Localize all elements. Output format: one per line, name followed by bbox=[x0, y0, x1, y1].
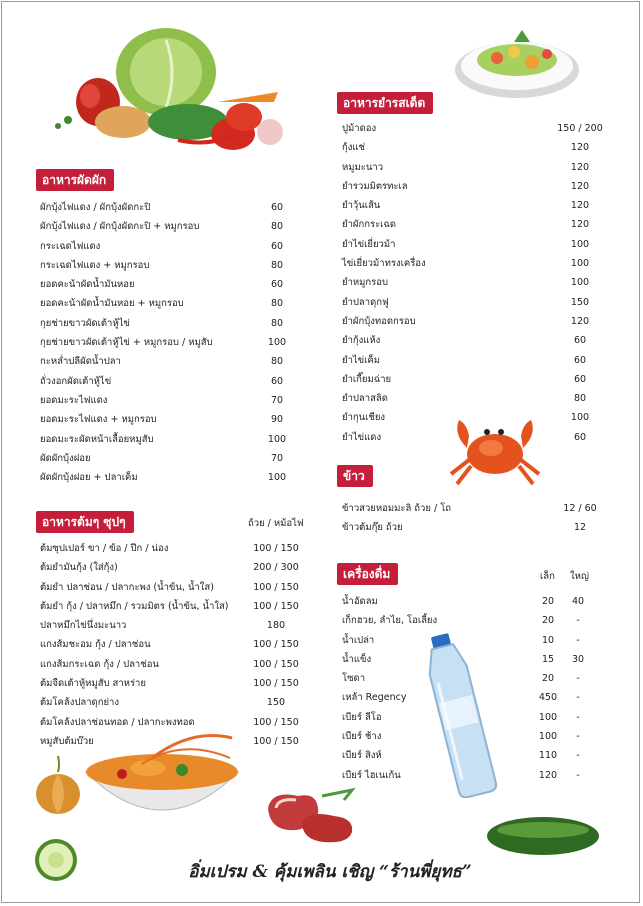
menu-item-row bbox=[40, 372, 310, 391]
menu-item-row bbox=[40, 430, 310, 449]
menu-item-row bbox=[342, 235, 612, 254]
menu-item-name: หมูมะนาว bbox=[342, 161, 384, 173]
menu-item-name: เหล้า Regency bbox=[342, 692, 407, 704]
menu-item-price-small: 10 bbox=[541, 634, 555, 646]
menu-item-row bbox=[342, 428, 612, 447]
menu-item-name: ถั่วงอกผัดเต้าหู้ไข่ bbox=[40, 375, 112, 387]
menu-item-row bbox=[40, 237, 310, 256]
menu-item-row bbox=[40, 674, 320, 693]
stir-fry-list bbox=[40, 198, 310, 487]
menu-item-price: 12 / 60 bbox=[563, 503, 597, 514]
menu-item-name: ผักบุ้งไฟแดง / ผักบุ้งผัดกะปิ bbox=[40, 202, 151, 213]
menu-item-name: ผัดผักบุ้งฝอย + ปลาเค็ม bbox=[40, 472, 138, 484]
menu-item-row bbox=[342, 499, 612, 518]
footer-slogan: อิ่มเปรม & คุ้มเพลิน เชิญ “ร้านพี่ยุทธ” bbox=[188, 862, 472, 882]
menu-item-price: 200 / 300 bbox=[253, 562, 299, 574]
menu-item-row bbox=[342, 196, 612, 215]
menu-item-price: 80 bbox=[270, 221, 284, 233]
menu-item-name: แกงส้มกระเฉด กุ้ง / ปลาช่อน bbox=[40, 658, 159, 670]
menu-item-price-small: 100 bbox=[538, 711, 558, 723]
menu-item-name: ยำปลาดุกฟู bbox=[342, 296, 389, 308]
menu-item-price-large: - bbox=[576, 634, 580, 646]
menu-item-row bbox=[342, 177, 612, 196]
menu-item-name: ยำไข่เค็ม bbox=[342, 354, 381, 366]
menu-item-row bbox=[40, 275, 310, 294]
menu-item-price-small: 20 bbox=[541, 673, 555, 685]
menu-item-name: น้ำแข็ง bbox=[342, 653, 372, 665]
menu-item-row bbox=[40, 217, 310, 236]
menu-item-name: เก็กฮวย, ลำไย, โอเลี้ยง bbox=[342, 615, 438, 627]
menu-item-name: ยอดมะระไฟแดง + หมูกรอบ bbox=[40, 414, 157, 426]
menu-item-price: 120 bbox=[570, 200, 590, 212]
soup-list bbox=[40, 539, 320, 751]
rice-list bbox=[342, 499, 612, 538]
menu-item-name: ต้มยำ ปลาช่อน / ปลากะพง (น้ำข้น, น้ำใส) bbox=[40, 581, 214, 593]
menu-item-price: 70 bbox=[270, 394, 284, 406]
section-header-stir-fry: อาหารผัดผัก bbox=[36, 169, 114, 191]
menu-item-row bbox=[342, 312, 612, 331]
menu-item-name: ผักบุ้งไฟแดง / ผักบุ้งผัดกะปิ + หมูกรอบ bbox=[40, 221, 200, 233]
soup-column-header: ถ้วย / หม้อไฟ bbox=[248, 518, 304, 529]
menu-item-row bbox=[342, 746, 612, 765]
menu-item-name: ข้าวสวยหอมมะลิ ถ้วย / โถ bbox=[342, 503, 452, 514]
menu-item-price: 80 bbox=[573, 393, 587, 405]
menu-item-name: กระเฉดไฟแดง + หมูกรอบ bbox=[40, 259, 150, 271]
menu-item-price: 120 bbox=[570, 180, 590, 192]
menu-item-price-large: - bbox=[576, 750, 580, 762]
menu-item-name: เบียร์ ลีโอ bbox=[342, 711, 382, 723]
menu-item-row bbox=[40, 198, 310, 217]
menu-item-name: ยำกุ้งแห้ง bbox=[342, 335, 381, 347]
menu-item-price-large: - bbox=[576, 769, 580, 781]
menu-item-row bbox=[342, 688, 612, 707]
menu-item-row bbox=[40, 352, 310, 371]
menu-item-name: ต้มจืดเต้าหู้หมูสับ สาหร่าย bbox=[40, 678, 146, 690]
onion-illustration bbox=[34, 754, 82, 816]
menu-item-price: 100 / 150 bbox=[253, 581, 299, 593]
menu-item-row bbox=[342, 215, 612, 234]
menu-item-row bbox=[40, 578, 320, 597]
menu-item-price: 100 bbox=[570, 412, 590, 424]
menu-item-price-small: 20 bbox=[541, 615, 555, 627]
menu-item-name: กระเฉดไฟแดง bbox=[40, 240, 101, 252]
menu-item-row bbox=[40, 468, 310, 487]
menu-item-price: 60 bbox=[270, 202, 284, 213]
menu-item-name: เบียร์ ช้าง bbox=[342, 731, 382, 743]
menu-item-row bbox=[40, 635, 320, 654]
menu-item-price: 100 bbox=[267, 472, 287, 484]
menu-item-name: ยำรวมมิตรทะเล bbox=[342, 180, 408, 192]
menu-item-price-small: 20 bbox=[541, 596, 555, 607]
menu-item-price: 100 bbox=[267, 433, 287, 445]
menu-item-name: ผัดผักบุ้งฝอย bbox=[40, 452, 91, 464]
menu-item-price-small: 100 bbox=[538, 731, 558, 743]
menu-item-row bbox=[40, 693, 320, 712]
menu-item-price: 60 bbox=[573, 354, 587, 366]
menu-item-price: 100 / 150 bbox=[253, 600, 299, 612]
menu-item-price-large: 30 bbox=[571, 653, 585, 665]
menu-item-row bbox=[40, 597, 320, 616]
menu-item-name: ยอดมะระไฟแดง bbox=[40, 394, 108, 406]
drinks-column-small: เล็ก bbox=[540, 571, 555, 582]
salad-plate-illustration bbox=[452, 18, 582, 102]
menu-item-row bbox=[342, 631, 612, 650]
menu-item-row bbox=[342, 592, 612, 611]
menu-item-row bbox=[342, 650, 612, 669]
menu-item-row bbox=[40, 294, 310, 313]
menu-item-row bbox=[342, 408, 612, 427]
menu-item-row bbox=[40, 333, 310, 352]
menu-item-row bbox=[40, 713, 320, 732]
menu-item-price: 120 bbox=[570, 142, 590, 154]
menu-item-name: เบียร์ สิงห์ bbox=[342, 750, 382, 762]
menu-item-row bbox=[40, 616, 320, 635]
menu-item-name: กุยช่ายขาวผัดเต้าหู้ไข่ + หมูกรอบ / หมูสับ bbox=[40, 337, 213, 349]
menu-item-row bbox=[40, 256, 310, 275]
menu-item-price-large: - bbox=[576, 731, 580, 743]
menu-item-price: 120 bbox=[570, 315, 590, 327]
menu-item-name: ยำวุ้นเส้น bbox=[342, 200, 381, 212]
section-header-soup: อาหารต้มๆ ซุปๆ bbox=[36, 511, 134, 533]
drinks-list bbox=[342, 592, 612, 785]
menu-item-name: ยำไข่เยี่ยวม้า bbox=[342, 238, 396, 250]
menu-item-name: ยำหมูกรอบ bbox=[342, 277, 389, 289]
section-header-drinks: เครื่องดื่ม bbox=[337, 563, 398, 585]
menu-item-row bbox=[342, 158, 612, 177]
menu-item-price: 150 / 200 bbox=[557, 123, 603, 134]
menu-item-price: 80 bbox=[270, 317, 284, 329]
menu-item-name: น้ำเปล่า bbox=[342, 634, 375, 646]
menu-item-name: ต้มยำมันกุ้ง (ใส่กุ้ง) bbox=[40, 562, 118, 574]
menu-item-price: 100 / 150 bbox=[253, 735, 299, 747]
menu-item-row bbox=[40, 314, 310, 333]
menu-item-name: ยำเกี๊ยมฉ่าย bbox=[342, 373, 392, 385]
menu-item-price-large: - bbox=[576, 692, 580, 704]
menu-item-price: 60 bbox=[270, 375, 284, 387]
menu-item-row bbox=[342, 293, 612, 312]
menu-item-price: 60 bbox=[573, 335, 587, 347]
menu-item-name: ไข่เยี่ยวม้าทรงเครื่อง bbox=[342, 258, 426, 270]
menu-item-price: 100 / 150 bbox=[253, 678, 299, 690]
menu-item-row bbox=[342, 138, 612, 157]
menu-item-price: 100 / 150 bbox=[253, 639, 299, 651]
menu-item-name: ต้มซุปเปอร์ ขา / ข้อ / ปีก / น่อง bbox=[40, 543, 169, 554]
menu-item-name: ยำไข่แดง bbox=[342, 431, 382, 443]
menu-item-name: ยำปลาสลิด bbox=[342, 393, 388, 405]
menu-item-name: ข้าวต้มกุ๊ย ถ้วย bbox=[342, 522, 403, 534]
menu-item-name: หมูสับต้มบ๊วย bbox=[40, 735, 94, 747]
menu-item-name: โซดา bbox=[342, 673, 366, 685]
menu-item-row bbox=[342, 351, 612, 370]
menu-item-name: ยอดคะน้าผัดน้ำมันหอย + หมูกรอบ bbox=[40, 298, 184, 310]
menu-item-name: ต้มโคล้งปลาดุกย่าง bbox=[40, 697, 119, 709]
menu-item-row bbox=[342, 611, 612, 630]
vegetables-illustration bbox=[38, 22, 288, 152]
menu-item-price: 100 bbox=[570, 258, 590, 270]
section-header-rice: ข้าว bbox=[337, 465, 373, 487]
menu-item-price: 100 / 150 bbox=[253, 543, 299, 554]
menu-item-row bbox=[342, 727, 612, 746]
menu-item-name: ยอดมะระผัดหน้าเลื้อยหมูสับ bbox=[40, 433, 154, 445]
menu-item-row bbox=[342, 669, 612, 688]
menu-item-price: 180 bbox=[266, 620, 286, 632]
menu-item-price: 80 bbox=[270, 298, 284, 310]
menu-item-price: 60 bbox=[270, 279, 284, 291]
menu-item-price-small: 15 bbox=[541, 653, 555, 665]
menu-item-name: ปูม้าดอง bbox=[342, 123, 377, 134]
menu-item-price: 100 bbox=[267, 337, 287, 349]
menu-item-price-small: 450 bbox=[538, 692, 558, 704]
menu-item-price-large: - bbox=[576, 615, 580, 627]
menu-item-row bbox=[342, 370, 612, 389]
menu-item-price-large: - bbox=[576, 673, 580, 685]
cucumber-illustration bbox=[484, 814, 602, 858]
menu-item-price-large: 40 bbox=[571, 596, 585, 607]
menu-item-name: กุ้งแช่ bbox=[342, 142, 365, 154]
menu-item-row bbox=[40, 558, 320, 577]
menu-item-name: ยำผักบุ้งทอดกรอบ bbox=[342, 315, 416, 327]
menu-item-row bbox=[40, 655, 320, 674]
menu-item-name: เบียร์ ไฮเนเก้น bbox=[342, 769, 401, 781]
section-header-salad: อาหารยำรสเด็ด bbox=[337, 92, 433, 114]
menu-item-row bbox=[342, 518, 612, 537]
menu-item-price: 120 bbox=[570, 219, 590, 231]
menu-item-price: 150 bbox=[570, 296, 590, 308]
menu-item-row bbox=[342, 331, 612, 350]
menu-item-row bbox=[40, 410, 310, 429]
menu-item-price: 70 bbox=[270, 452, 284, 464]
menu-item-price: 120 bbox=[570, 161, 590, 173]
menu-item-price: 100 / 150 bbox=[253, 658, 299, 670]
menu-item-name: ต้มโคล้งปลาช่อนทอด / ปลากะพงทอด bbox=[40, 716, 195, 728]
menu-item-name: ยำกุนเชียง bbox=[342, 412, 386, 424]
menu-item-name: ยำผักกระเฉด bbox=[342, 219, 397, 231]
menu-item-row bbox=[342, 766, 612, 785]
menu-item-row bbox=[40, 391, 310, 410]
menu-item-price: 60 bbox=[270, 240, 284, 252]
meat-illustration bbox=[262, 786, 364, 848]
menu-item-name: กะหล่ำปลีผัดน้ำปลา bbox=[40, 356, 121, 368]
menu-item-price: 60 bbox=[573, 431, 587, 443]
drinks-column-large: ใหญ่ bbox=[570, 571, 589, 582]
menu-item-name: น้ำอัดลม bbox=[342, 596, 378, 607]
menu-item-row bbox=[342, 119, 612, 138]
menu-item-price-large: - bbox=[576, 711, 580, 723]
menu-item-price: 60 bbox=[573, 373, 587, 385]
menu-item-row bbox=[40, 449, 310, 468]
menu-item-row bbox=[40, 539, 320, 558]
menu-item-price: 150 bbox=[266, 697, 286, 709]
salad-list bbox=[342, 119, 612, 447]
menu-item-row bbox=[40, 732, 320, 751]
menu-item-price: 80 bbox=[270, 259, 284, 271]
menu-item-name: ยอดคะน้าผัดน้ำมันหอย bbox=[40, 279, 135, 291]
menu-item-name: กุยช่ายขาวผัดเต้าหู้ไข่ bbox=[40, 317, 130, 329]
menu-item-price: 90 bbox=[270, 414, 284, 426]
menu-item-price: 100 / 150 bbox=[253, 716, 299, 728]
menu-item-name: ต้มยำ กุ้ง / ปลาหมึก / รวมมิตร (น้ำข้น, น้ำใส) bbox=[40, 600, 229, 612]
menu-item-price: 100 bbox=[570, 238, 590, 250]
cucumber-slice-illustration bbox=[34, 838, 78, 882]
menu-item-row bbox=[342, 273, 612, 292]
menu-item-price: 12 bbox=[573, 522, 587, 534]
menu-item-name: ปลาหมึกไข่นึ่งมะนาว bbox=[40, 620, 127, 632]
menu-item-price: 80 bbox=[270, 356, 284, 368]
menu-item-row bbox=[342, 708, 612, 727]
menu-item-price-small: 120 bbox=[538, 769, 558, 781]
menu-item-row bbox=[342, 389, 612, 408]
menu-item-price-small: 110 bbox=[538, 750, 558, 762]
menu-item-name: แกงส้มชะอม กุ้ง / ปลาช่อน bbox=[40, 639, 151, 651]
menu-item-row bbox=[342, 254, 612, 273]
menu-item-price: 100 bbox=[570, 277, 590, 289]
